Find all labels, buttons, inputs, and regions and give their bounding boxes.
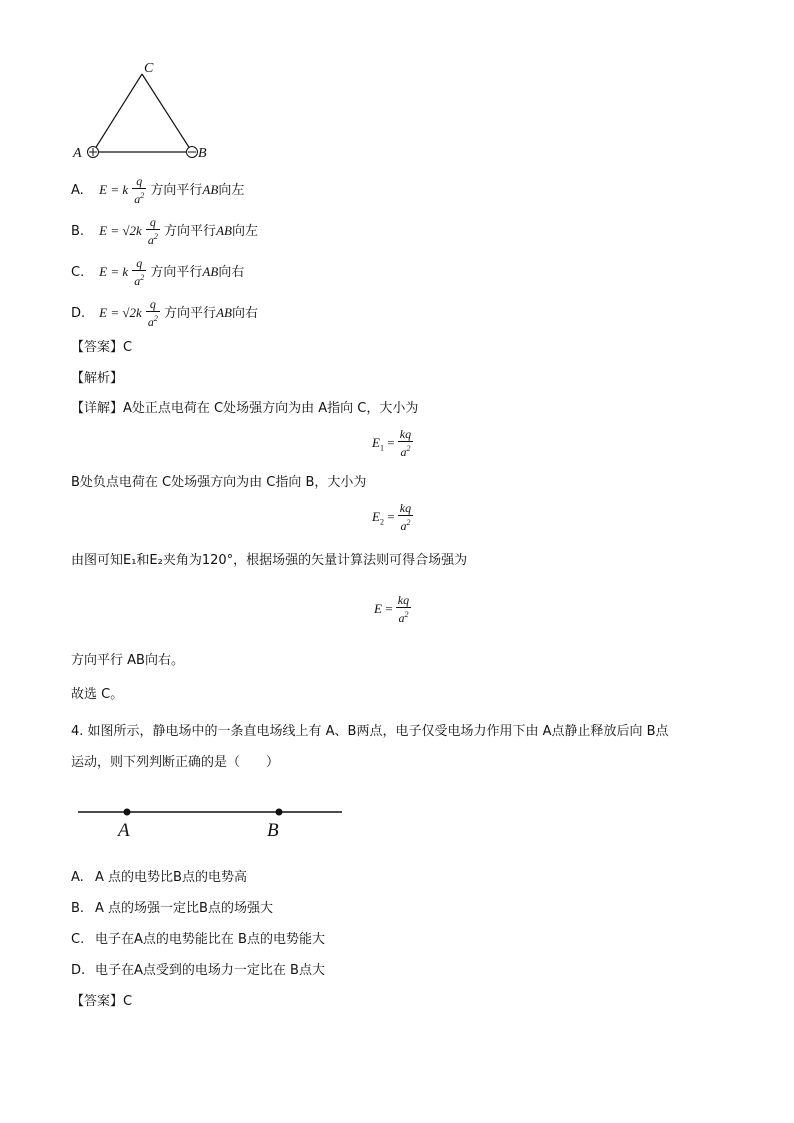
equation-e2: $E_2$ = $\frac{kq}{a^2}$ <box>372 501 412 533</box>
label-b: B <box>198 146 207 161</box>
q3-option-a: A. E = k $\frac{q}{a^2}$ 方向平行AB向左 <box>71 174 245 206</box>
fraction: $\frac{q}{a^2}$ <box>134 174 145 206</box>
fraction: $\frac{q}{a^2}$ <box>134 256 145 288</box>
q4-option-a: A. A 点的电势比B点的电势高 <box>71 870 247 885</box>
equation-e: E = $\frac{kq}{a^2}$ <box>374 593 410 625</box>
q4-answer: 【答案】C <box>71 994 133 1009</box>
label-a: A <box>73 146 82 161</box>
q4-option-c: C. 电子在A点的电势能比在 B点的电势能大 <box>71 932 325 947</box>
point-a <box>124 809 131 816</box>
q3-detail-line3: 由图可知E₁和E₂夹角为120°，根据场强的矢量计算法则可得合场强为 <box>71 553 468 568</box>
q3-option-b: B. E = √2k $\frac{q}{a^2}$ 方向平行AB向左 <box>71 215 258 247</box>
q4-stem-line2: 运动，则下列判断正确的是（ ） <box>71 755 280 770</box>
point-b <box>276 809 283 816</box>
q3-detail-line5: 故选 C。 <box>71 687 124 702</box>
label-c: C <box>144 61 154 76</box>
q3-detail-line1: 【详解】A处正点电荷在 C处场强方向为由 A指向 C，大小为 <box>71 401 419 416</box>
q4-stem-line1: 4. 如图所示，静电场中的一条直电场线上有 A、B两点，电子仅受电场力作用下由 A点静止释放后向 B点 <box>71 724 669 739</box>
q3-analysis-tag: 【解析】 <box>71 371 124 386</box>
q3-detail-line2: B处负点电荷在 C处场强方向为由 C指向 B，大小为 <box>71 475 367 490</box>
q3-answer: 【答案】C <box>71 340 133 355</box>
q3-option-c: C. E = k $\frac{q}{a^2}$ 方向平行AB向右 <box>71 256 245 288</box>
field-label-a: A <box>118 820 130 841</box>
q4-option-b: B. A 点的场强一定比B点的场强大 <box>71 901 273 916</box>
equation-e1: $E_1$ = $\frac{kq}{a^2}$ <box>372 427 412 459</box>
field-label-b: B <box>267 820 279 841</box>
q3-detail-line4: 方向平行 AB向右。 <box>71 653 184 668</box>
fraction: $\frac{q}{a^2}$ <box>147 297 158 329</box>
field-line-figure <box>76 800 346 850</box>
q4-option-d: D. 电子在A点受到的电场力一定比在 B点大 <box>71 963 325 978</box>
fraction: $\frac{q}{a^2}$ <box>147 215 158 247</box>
q3-option-d: D. E = √2k $\frac{q}{a^2}$ 方向平行AB向右 <box>71 297 258 329</box>
